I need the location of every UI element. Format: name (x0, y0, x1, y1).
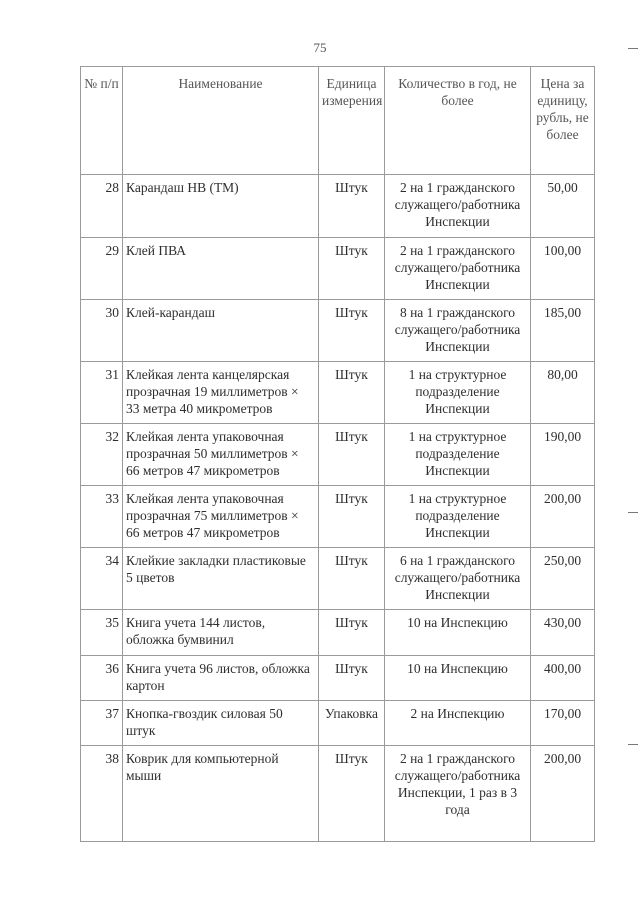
table-row (81, 486, 595, 548)
row-num: 28 (81, 175, 123, 238)
row-qty: 8 на 1 гражданского служащего/работника Инспекции (385, 300, 531, 362)
row-price: 400,00 (531, 656, 595, 701)
row-unit: Штук (319, 746, 385, 842)
row-unit: Упаковка (319, 701, 385, 746)
row-name: Кнопка-гвоздик силовая 50 штук (123, 701, 319, 746)
row-qty: 6 на 1 гражданского служащего/работника Инспекции (385, 548, 531, 610)
table-row (81, 238, 595, 300)
header-price: Цена за единицу, рубль, не более (531, 67, 595, 175)
row-name: Книга учета 96 листов, обложка картон (123, 656, 319, 701)
table-row (81, 548, 595, 610)
row-unit: Штук (319, 610, 385, 656)
row-qty: 1 на структурное подразделение Инспекции (385, 424, 531, 486)
row-unit: Штук (319, 424, 385, 486)
row-qty: 2 на 1 гражданского служащего/работника Инспекции (385, 175, 531, 238)
row-price: 190,00 (531, 424, 595, 486)
row-name: Клей ПВА (123, 238, 319, 300)
row-num: 37 (81, 701, 123, 746)
row-num: 33 (81, 486, 123, 548)
row-price: 100,00 (531, 238, 595, 300)
table-row (81, 362, 595, 424)
row-num: 30 (81, 300, 123, 362)
row-qty: 2 на Инспекцию (385, 701, 531, 746)
row-name: Коврик для компьютерной мыши (123, 746, 319, 842)
header-unit: Единица измерения (319, 67, 385, 175)
row-name: Книга учета 144 листов, обложка бумвинил (123, 610, 319, 656)
row-price: 170,00 (531, 701, 595, 746)
header-qty: Количество в год, не более (385, 67, 531, 175)
row-price: 200,00 (531, 486, 595, 548)
row-unit: Штук (319, 362, 385, 424)
row-num: 38 (81, 746, 123, 842)
row-num: 29 (81, 238, 123, 300)
row-name: Клейкие закладки пластиковые 5 цветов (123, 548, 319, 610)
margin-mark (628, 744, 638, 745)
row-qty: 2 на 1 гражданского служащего/работника Инспекции (385, 238, 531, 300)
row-num: 36 (81, 656, 123, 701)
table-header-row (81, 67, 595, 175)
table-row (81, 424, 595, 486)
row-num: 32 (81, 424, 123, 486)
row-num: 34 (81, 548, 123, 610)
margin-mark (628, 512, 638, 513)
row-unit: Штук (319, 656, 385, 701)
row-qty: 10 на Инспекцию (385, 610, 531, 656)
row-name: Клейкая лента упаковочная прозрачная 50 миллиметров × 66 метров 47 микрометров (123, 424, 319, 486)
row-price: 80,00 (531, 362, 595, 424)
row-name: Карандаш НВ (ТМ) (123, 175, 319, 238)
row-num: 35 (81, 610, 123, 656)
table-row (81, 656, 595, 701)
row-name: Клей-карандаш (123, 300, 319, 362)
table-row (81, 300, 595, 362)
table-row (81, 610, 595, 656)
row-unit: Штук (319, 548, 385, 610)
page-number: 75 (313, 40, 327, 55)
table-row (81, 175, 595, 238)
row-num: 31 (81, 362, 123, 424)
table-row (81, 701, 595, 746)
row-unit: Штук (319, 238, 385, 300)
row-price: 185,00 (531, 300, 595, 362)
row-unit: Штук (319, 300, 385, 362)
items-table (80, 66, 595, 842)
row-price: 430,00 (531, 610, 595, 656)
margin-mark (628, 48, 638, 49)
row-name: Клейкая лента канцелярская прозрачная 19 миллиметров × 33 метра 40 микрометров (123, 362, 319, 424)
row-qty: 1 на структурное подразделение Инспекции (385, 486, 531, 548)
row-unit: Штук (319, 486, 385, 548)
row-unit: Штук (319, 175, 385, 238)
row-price: 50,00 (531, 175, 595, 238)
row-qty: 10 на Инспекцию (385, 656, 531, 701)
header-name: Наименование (123, 67, 319, 175)
row-name: Клейкая лента упаковочная прозрачная 75 миллиметров × 66 метров 47 микрометров (123, 486, 319, 548)
table-row (81, 746, 595, 842)
row-price: 200,00 (531, 746, 595, 842)
row-price: 250,00 (531, 548, 595, 610)
row-qty: 2 на 1 гражданского служащего/работника Инспекции, 1 раз в 3 года (385, 746, 531, 842)
header-num: № п/п (81, 67, 123, 175)
row-qty: 1 на структурное подразделение Инспекции (385, 362, 531, 424)
